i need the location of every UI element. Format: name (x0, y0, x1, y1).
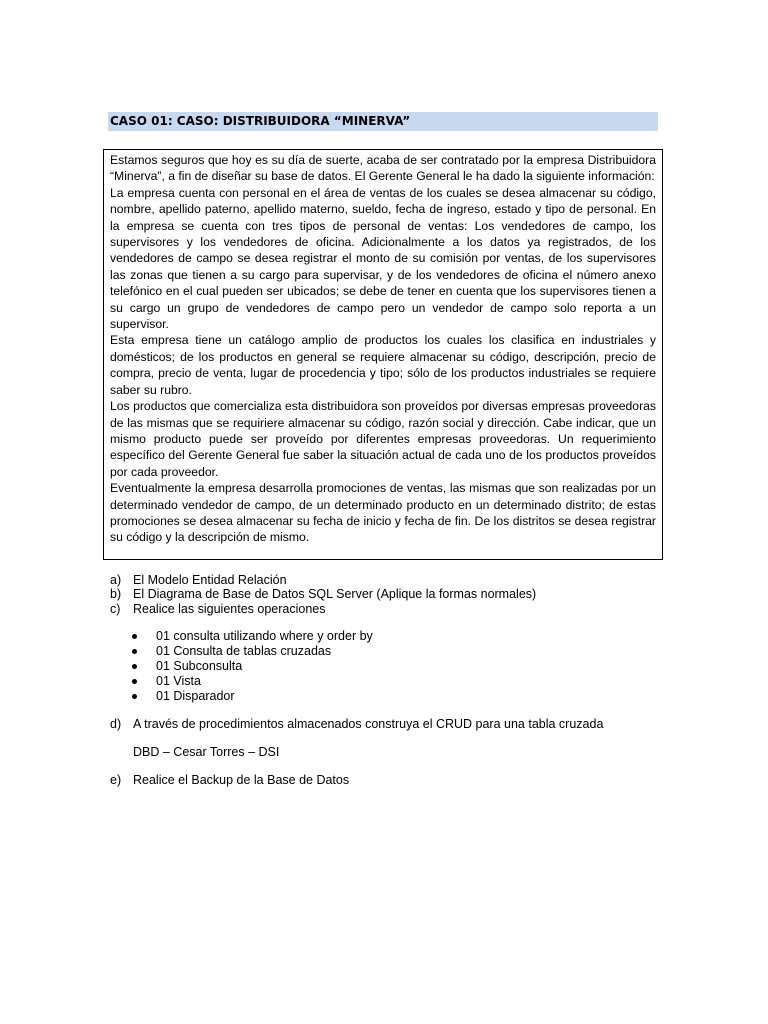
question-text: Realice las siguientes operaciones (133, 601, 326, 616)
question-text: El Modelo Entidad Relación (133, 573, 287, 587)
question-letter: b) (110, 587, 122, 602)
bullet-icon (132, 634, 137, 639)
bullet-icon (132, 679, 137, 684)
operation-text: 01 Disparador (156, 688, 235, 703)
author-signature: DBD – Cesar Torres – DSI (133, 745, 280, 760)
case-title: CASO 01: CASO: DISTRIBUIDORA “MINERVA” (108, 112, 658, 131)
question-text: Realice el Backup de la Base de Datos (133, 773, 350, 788)
bullet-icon (132, 664, 137, 669)
operation-item (110, 674, 670, 689)
bullet-icon (132, 694, 137, 699)
question-letter: e) (110, 773, 122, 788)
case-paragraph-suppliers: Los productos que comercializa esta distribuidora son proveídos por diversas empresas proveedoras de las mismas que se requiriere almacenar su código, razón social y dirección. Cabe indicar, que un mismo producto puede ser proveído por diferentes empresas proveedoras. Un requerimiento específico del Gerente General fue saber la situación actual de cada uno de los productos proveídos por cada proveedor. (110, 399, 656, 479)
question-b (110, 587, 670, 601)
case-paragraph-intro: Estamos seguros que hoy es su día de suerte, acaba de ser contratado por la empresa Distribuidora “Minerva”, a fin de diseñar su base de datos. El Gerente General le ha dado la siguiente información: (110, 153, 656, 184)
operation-text: 01 Subconsulta (156, 658, 243, 673)
operation-text: 01 Vista (156, 673, 201, 688)
operation-text: 01 Consulta de tablas cruzadas (156, 643, 332, 658)
question-text: El Diagrama de Base de Datos SQL Server (Aplique la formas normales) (133, 587, 537, 602)
operation-item (110, 629, 670, 644)
question-letter: d) (110, 716, 122, 731)
operation-item (110, 689, 670, 704)
question-a (110, 573, 670, 587)
case-description-box (103, 149, 663, 560)
operation-item (110, 659, 670, 674)
question-letter: c) (110, 601, 121, 616)
bullet-icon (132, 649, 137, 654)
question-e (110, 773, 670, 787)
case-paragraph-promotions: Eventualmente la empresa desarrolla promociones de ventas, las mismas que son realizadas por un determinado vendedor de campo, de un determinado producto en un determinado distrito; de estas promociones se desea almacenar su fecha de inicio y fecha de fin. De los distritos se desea registrar su código y la descripción de mismo. (110, 481, 656, 545)
case-paragraph-products: Esta empresa tiene un catálogo amplio de productos los cuales los clasifica en industriales y domésticos; de los productos en general se requiere almacenar su código, descripción, precio de compra, precio de venta, lugar de procedencia y tipo; sólo de los productos industriales se requiere saber su rubro. (110, 333, 656, 397)
operation-item (110, 644, 670, 659)
question-text: A través de procedimientos almacenados construya el CRUD para una tabla cruzada (133, 716, 604, 731)
questions-list (110, 573, 670, 788)
operation-text: 01 consulta utilizando where y order by (156, 628, 373, 643)
question-d (110, 717, 670, 731)
question-c (110, 602, 670, 616)
operations-list (110, 629, 670, 704)
question-letter: a) (110, 573, 122, 587)
case-paragraph-personnel: La empresa cuenta con personal en el área de ventas de los cuales se desea almacenar su código, nombre, apellido paterno, apellido materno, sueldo, fecha de ingreso, estado y tipo de personal. En la empresa se cuenta con tres tipos de personal de ventas: Los vendedores de campo, los supervisores y los vendedores de oficina. Adicionalmente a los datos ya registrados, de los vendedores de campo se desea registrar el monto de su comisión por ventas, de los supervisores las zonas que tienen a su cargo para supervisar, y de los vendedores de oficina el número anexo telefónico en el cual pueden ser ubicados; se debe de tener en cuenta que los supervisores tienen a su cargo un grupo de vendedores de campo pero un vendedor de campo solo reporta a un supervisor. (110, 185, 656, 332)
